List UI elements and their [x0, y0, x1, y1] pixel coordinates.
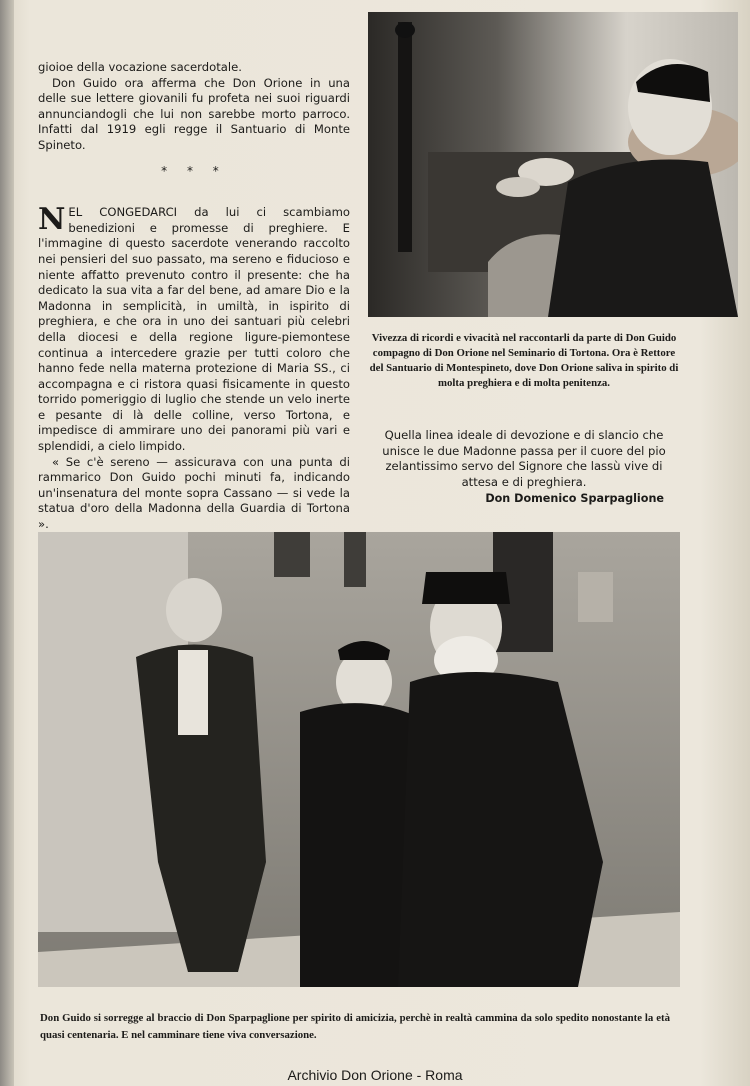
paragraph-intro-1: gioioe della vocazione sacerdotale. — [38, 60, 242, 74]
article-left-column — [38, 60, 350, 533]
paragraph-intro-2: Don Guido ora afferma che Don Orione in una delle sue lettere giovanili fu profeta nei suoi riguardi annunciandogli che lui non sarebbe morto parroco. Infatti dal 1919 egli regge il Santuario di Monte Spineto. — [38, 75, 350, 152]
photo-don-guido-seated — [368, 12, 738, 317]
caption-photo-bottom: Don Guido si sorregge al braccio di Don Sparpaglione per spirito di amicizia, perchè in realtà cammina da solo spedito nonostante la età quasi centenaria. E nel camminare tiene viva conversazione. — [40, 1012, 670, 1041]
caption-photo-top: Vivezza di ricordi e vivacità nel raccontarli da parte di Don Guido compagno di Don Orione nel Seminario di Tortona. Ora è Rettore del Santuario di Montespineto, dove Don Orione saliva in spirito di molta preghiera e di molta penitenza. — [369, 332, 679, 389]
paragraph-main — [38, 202, 350, 455]
paragraph-quote: « Se c'è sereno — assicurava con una punta di rammarico Don Guido pochi minuti fa, indicando un'insenatura del monte sopra Cassano — si vede la statua d'oro della Madonna della Guardia di Tortona ». — [38, 454, 350, 532]
article-right-column — [366, 428, 682, 490]
archive-watermark: Archivio Don Orione - Roma — [287, 1067, 463, 1083]
photo-priests-walking — [38, 532, 680, 987]
paragraph-main-lead: EL CONGEDARCI — [68, 205, 178, 220]
section-separator: * * * — [161, 163, 227, 178]
paragraph-main-body: da lui ci scambiamo benedizioni e promesse di preghiere. E l'immagine di questo sacerdote venerando raccolto nei pensieri del suo passato, ma sereno e fiducioso e niente affatto prevenuto contro il presente: che ha dedicato la sua vita a far del bene, ad amare Dio e la Madonna in semplicità, in umiltà, in ispirito di preghiera, e che ora in uno dei santuari più celebri della diocesi e della regione ligure-piemontese continua a intercedere grazie per tutti coloro che hanno fede nella materna protezione di Maria SS., ci accompagna e ci ristora quasi fisicamente in questo torrido pomeriggio di luglio che stende un velo inerte e pesante di là delle colline, verso Tortona, e impedisce di ammirare uno dei panorami più vari e splendidi, a cielo limpido. — [38, 205, 350, 454]
page-binding-edge — [0, 0, 14, 1086]
drop-cap: N — [38, 202, 66, 238]
author-signature: Don Domenico Sparpaglione — [485, 492, 664, 505]
paragraph-closing: Quella linea ideale di devozione e di slancio che unisce le due Madonne passa per il cuore del pio zelantissimo servo del Signore che lassù vive di attesa e di preghiera. — [382, 428, 666, 489]
